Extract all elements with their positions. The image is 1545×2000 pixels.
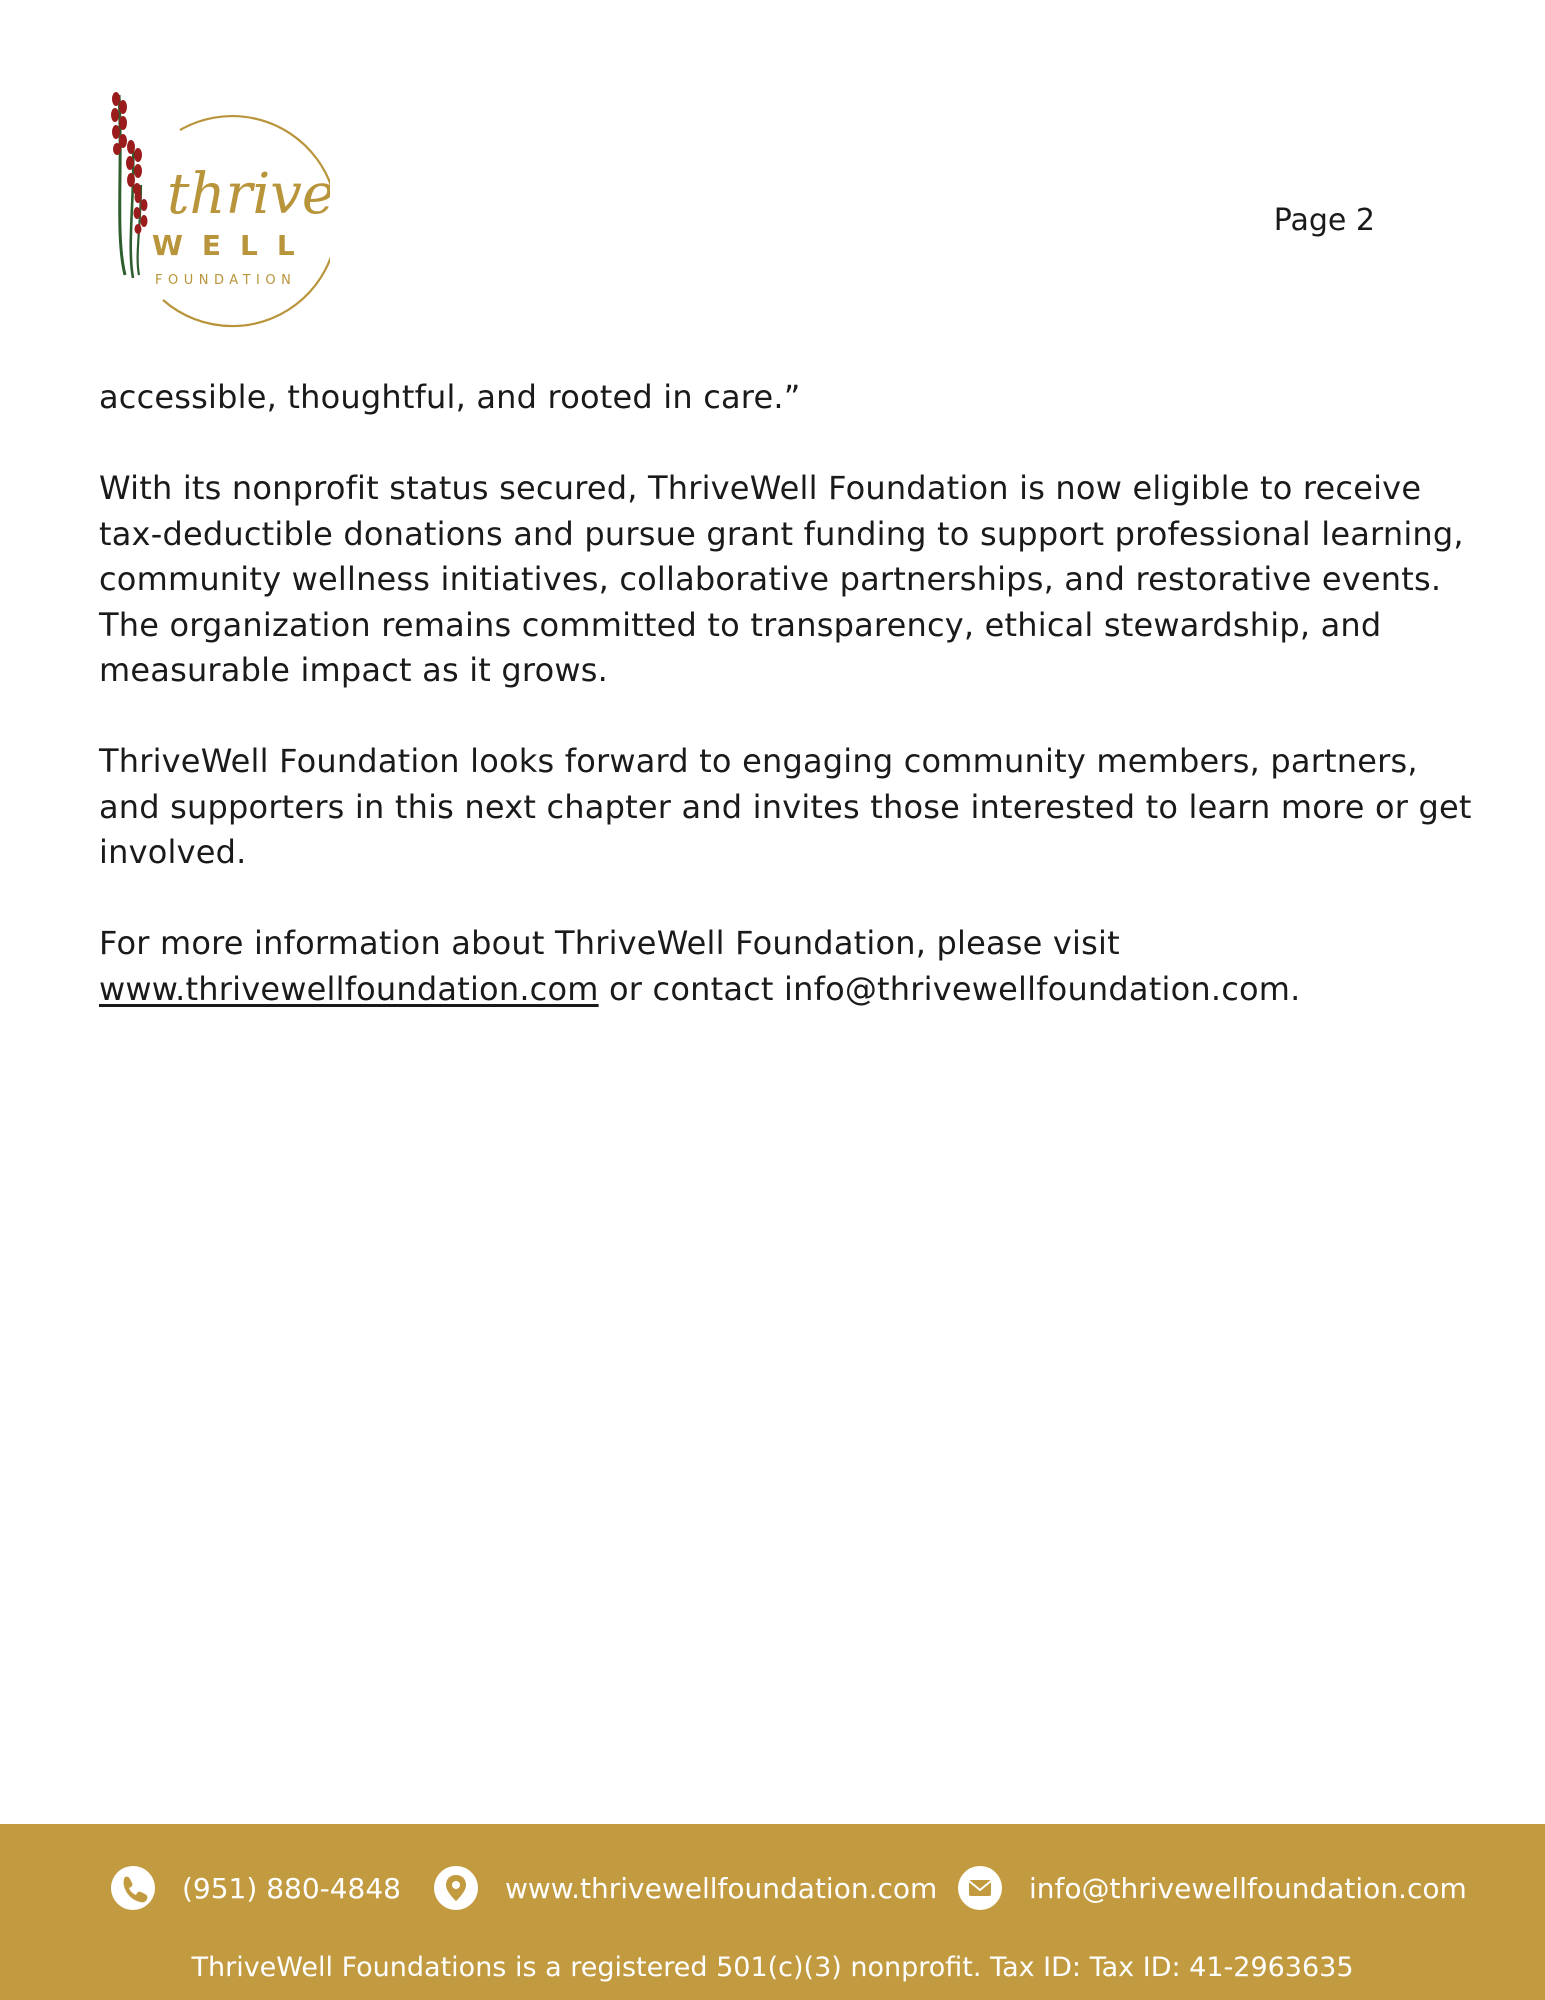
- phone-icon: [110, 1865, 156, 1911]
- letter-body: [99, 375, 1479, 1058]
- mail-icon: [957, 1865, 1003, 1911]
- footer-website-text[interactable]: www.thrivewellfoundation.com: [505, 1871, 938, 1905]
- paragraph-4-intro: For more information about ThriveWell Foundation, please visit: [99, 924, 1120, 962]
- footer-email-text[interactable]: info@thrivewellfoundation.com: [1029, 1871, 1467, 1905]
- footer-email: [957, 1860, 1467, 1916]
- logo-graphic: [105, 85, 330, 340]
- logo-subword: FOUNDATION: [155, 273, 297, 288]
- paragraph-2: With its nonprofit status secured, ThriveWell Foundation is now eligible to receive tax-deductible donations and pursue grant funding to support professional learning, community wellness initiatives, collaborative partnerships, and restorative events. The organization remains committed to transparency, ethical stewardship, and measurable impact as it grows.: [99, 469, 1464, 689]
- paragraph-4-rest: or contact info@thrivewellfoundation.com.: [609, 969, 1301, 1008]
- paragraph-3: ThriveWell Foundation looks forward to engaging community members, partners, and supporters in this next chapter and invites those interested to learn more or get involved.: [99, 742, 1472, 871]
- footer-website: [433, 1860, 937, 1916]
- logo-word: WELL: [152, 229, 314, 262]
- location-pin-icon: [433, 1865, 479, 1911]
- paragraph-1: accessible, thoughtful, and rooted in care.”: [99, 378, 801, 416]
- footer-nonprofit-note: ThriveWell Foundations is a registered 501(c)(3) nonprofit. Tax ID: Tax ID: 41-2963635: [191, 1952, 1354, 1983]
- thrivewell-logo: [105, 85, 330, 340]
- footer-bar: [0, 1824, 1545, 2000]
- footer-phone: [110, 1860, 401, 1916]
- footer-phone-text[interactable]: (951) 880-4848: [182, 1871, 401, 1905]
- footer-contacts: [0, 1860, 1545, 1916]
- logo-script-word: thrive: [167, 162, 330, 227]
- page-number: Page 2: [1273, 203, 1375, 238]
- paragraph-4: [99, 921, 1479, 1012]
- website-link[interactable]: www.thrivewellfoundation.com: [99, 969, 599, 1008]
